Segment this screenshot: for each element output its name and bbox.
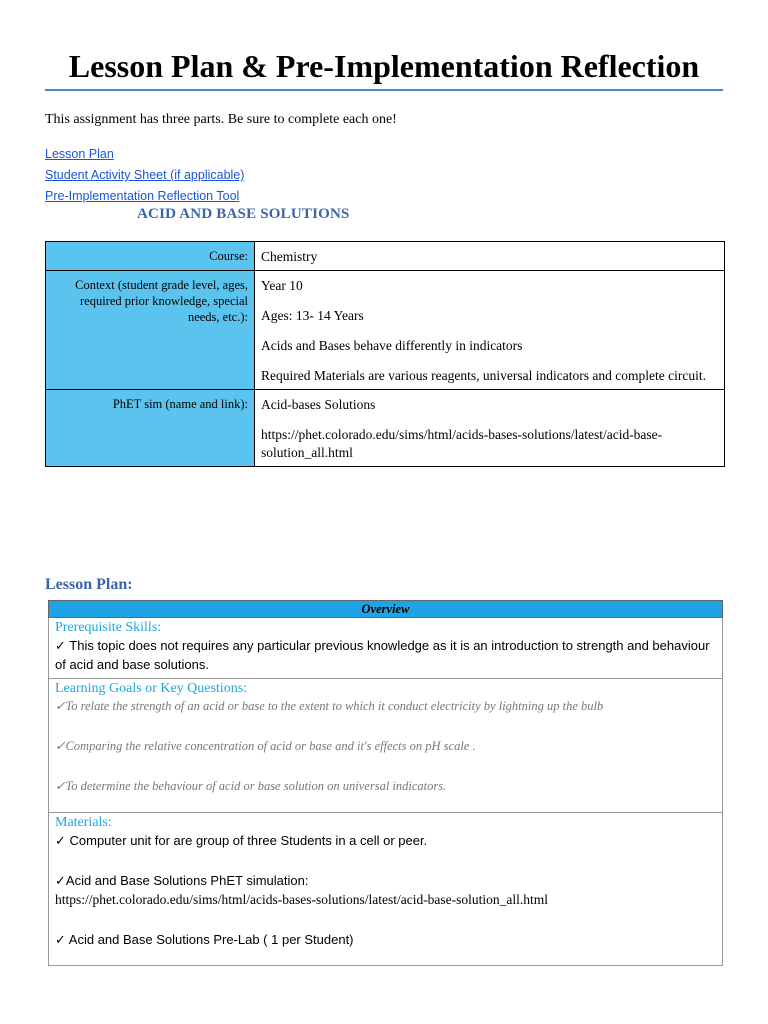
phet-value [255, 390, 725, 467]
goal-item: ✓To relate the strength of an acid or base to the extent to which it conduct electricity by lightning up the bulb [55, 699, 604, 713]
materials-item-computer: ✓ Computer unit for are group of three Students in a cell or peer. [55, 833, 428, 848]
goals-cell [49, 679, 723, 813]
lesson-plan-heading: Lesson Plan: [45, 576, 133, 593]
context-value [255, 271, 725, 390]
document-title: Lesson Plan & Pre-Implementation Reflection [68, 48, 700, 84]
prereq-text: ✓ This topic does not requires any particular previous knowledge as it is an introduction to strength and behaviour of acid and base solutions. [55, 638, 710, 672]
link-student-activity-sheet[interactable]: Student Activity Sheet (if applicable) [45, 168, 245, 182]
goal-item: ✓To determine the behaviour of acid or base solution on universal indicators. [55, 779, 447, 793]
context-label: Context (student grade level, ages, required prior knowledge, special needs, etc.): [46, 271, 255, 390]
context-materials: Required Materials are various reagents, universal indicators and complete circuit. [261, 368, 706, 383]
spacer [55, 909, 716, 930]
goal-item: ✓Comparing the relative concentration of acid or base and it's effects on pH scale . [55, 739, 476, 753]
spacer [55, 796, 716, 808]
spacer [55, 716, 716, 737]
title-underline [45, 89, 723, 91]
course-label: Course: [46, 242, 255, 271]
overview-row [49, 601, 723, 618]
context-grade: Year 10 [261, 278, 303, 293]
prereq-label: Prerequisite Skills: [55, 620, 162, 635]
course-row [46, 242, 725, 271]
lesson-plan-table [48, 600, 723, 966]
materials-cell [49, 813, 723, 966]
phet-row [46, 390, 725, 467]
spacer [55, 850, 716, 871]
link-pre-implementation-reflection-tool[interactable]: Pre-Implementation Reflection Tool [45, 189, 240, 203]
spacer [55, 756, 716, 777]
materials-item-phet: ✓Acid and Base Solutions PhET simulation: [55, 873, 309, 888]
section-title: ACID AND BASE SOLUTIONS [137, 206, 350, 222]
spacer [55, 949, 716, 961]
prereq-cell [49, 618, 723, 679]
prereq-row [49, 618, 723, 679]
phet-label: PhET sim (name and link): [46, 390, 255, 467]
course-value [255, 242, 725, 271]
course-value-text: Chemistry [261, 249, 318, 264]
context-row [46, 271, 725, 390]
course-info-table [45, 241, 725, 467]
materials-phet-link: https://phet.colorado.edu/sims/html/acids-bases-solutions/latest/acid-base-solution_all.html [55, 892, 549, 907]
goals-row [49, 679, 723, 813]
phet-sim-name: Acid-bases Solutions [261, 397, 376, 412]
context-summary: Acids and Bases behave differently in indicators [261, 338, 523, 353]
materials-row [49, 813, 723, 966]
materials-label: Materials: [55, 815, 112, 830]
materials-item-prelab: ✓ Acid and Base Solutions Pre-Lab ( 1 per Student) [55, 932, 354, 947]
phet-sim-link: https://phet.colorado.edu/sims/html/acids-bases-solutions/latest/acid-base-solution_all.html [261, 427, 663, 460]
part-links [45, 146, 244, 209]
context-ages: Ages: 13- 14 Years [261, 308, 364, 323]
goals-label: Learning Goals or Key Questions: [55, 681, 248, 696]
overview-header: Overview [49, 601, 723, 618]
intro-text: This assignment has three parts. Be sure to complete each one! [45, 112, 397, 127]
link-lesson-plan[interactable]: Lesson Plan [45, 147, 114, 161]
